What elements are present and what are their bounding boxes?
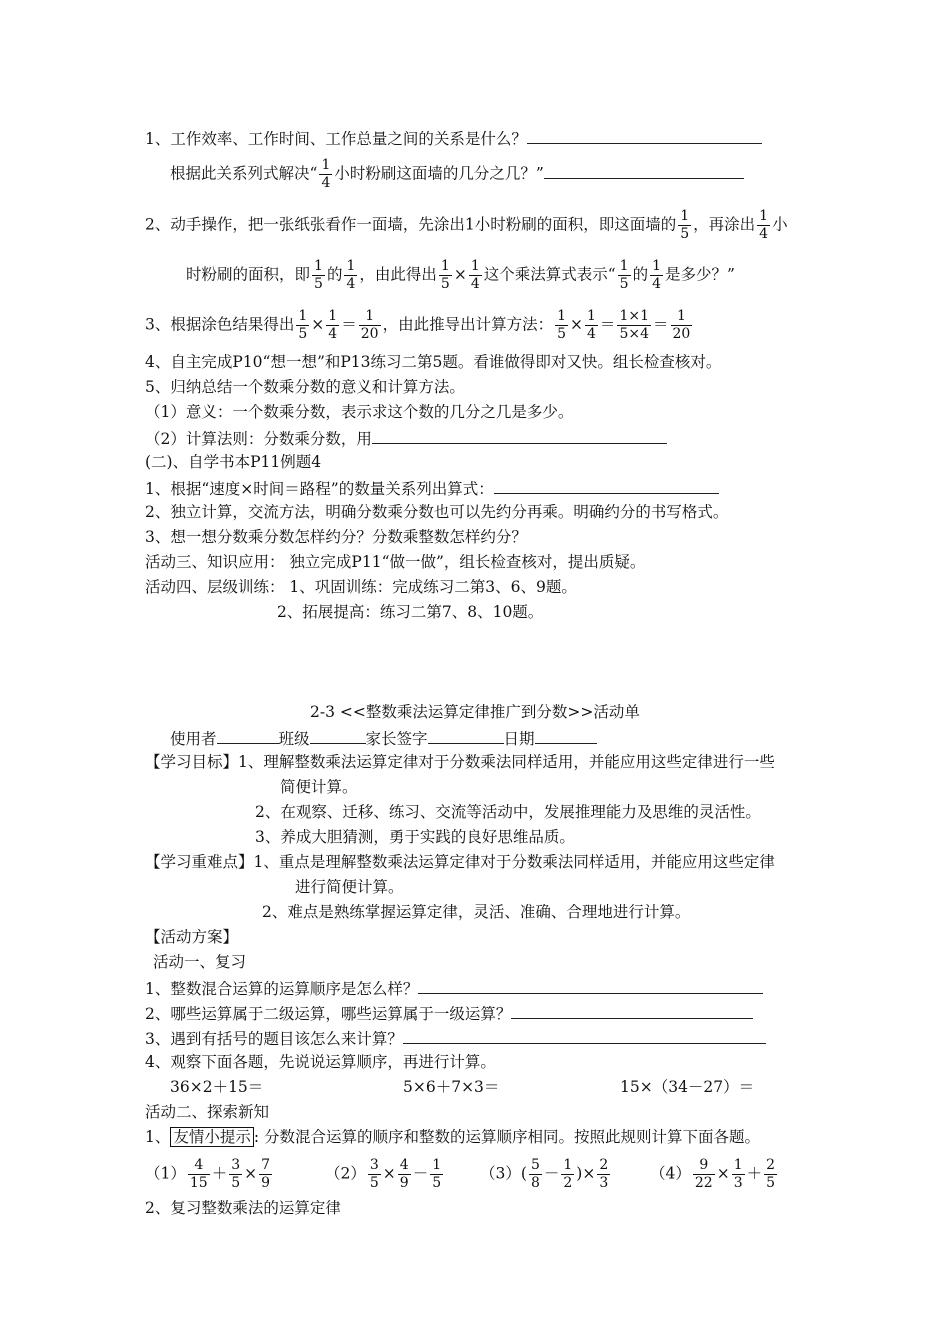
q3-b: ，由此推导出计算方法： — [382, 315, 554, 334]
q1-answer-blank[interactable] — [527, 127, 762, 144]
problem-3 — [480, 1157, 612, 1192]
times-sign: × — [570, 315, 583, 334]
s1-text: 1、根据“速度×时间＝路程”的数量关系列出算式： — [145, 480, 494, 498]
expr-2: 5×6＋7×3＝ — [403, 1078, 500, 1096]
info-row — [170, 727, 597, 749]
act4b-line: 2、拓展提高：练习二第7、8、10题。 — [277, 603, 544, 621]
r2-text: 2、哪些运算属于二级运算，哪些运算属于一级运算？ — [145, 1005, 512, 1023]
fraction: $\frac{4}{9}$ — [399, 1157, 409, 1191]
page-title: 2-3 <<整数乘法运算定律推广到分数>>活动单 — [310, 703, 640, 721]
user-label: 使用者 — [170, 730, 217, 748]
fraction-quarter: $\frac{1}{4}$ — [328, 308, 338, 342]
fraction: $\frac{1}{3}$ — [733, 1157, 743, 1191]
goal-label: 【学习目标】 — [145, 753, 239, 771]
s3-line: 3、想一想分数乘分数怎样约分？分数乘整数怎样约分？ — [145, 528, 527, 546]
times-sign: × — [382, 1164, 396, 1183]
q3-line — [145, 308, 694, 343]
minus-sign: － — [412, 1164, 429, 1183]
act2-heading: 活动二、探索新知 — [145, 1103, 270, 1121]
key-line1b: 进行简便计算。 — [295, 878, 404, 896]
q1b-text-b: 小时粉刷这面墙的几分之几？” — [334, 164, 544, 183]
r1-text: 1、整数混合运算的运算顺序是怎么样？ — [145, 980, 419, 998]
key-label: 【学习重难点】 — [145, 853, 254, 871]
q2-text-c: 小 — [772, 215, 788, 234]
fraction-twentieth: $\frac{1}{20}$ — [672, 308, 691, 342]
fraction: $\frac{2}{3}$ — [599, 1157, 609, 1191]
problem-1 — [145, 1157, 274, 1192]
parent-field[interactable] — [428, 727, 504, 744]
times-sign: × — [582, 1164, 596, 1183]
act3-line: 活动三、知识应用： 独立完成P11“做一做”，组长检查核对，提出质疑。 — [145, 553, 646, 571]
fraction-quarter: $\frac{1}{4}$ — [652, 258, 662, 292]
fraction-quarter: $\frac{1}{4}$ — [321, 157, 331, 191]
fraction-quarter: $\frac{1}{4}$ — [346, 258, 356, 292]
q1b-line — [170, 157, 744, 192]
plus-sign: ＋ — [211, 1164, 228, 1183]
goal-line1 — [145, 752, 775, 772]
goal-line2: 2、在观察、迁移、练习、交流等活动中，发展推理能力及思维的灵活性。 — [255, 803, 761, 821]
q5-line: 5、归纳总结一个数乘分数的意义和计算方法。 — [145, 378, 465, 396]
fraction: $\frac{3}{5}$ — [231, 1157, 241, 1191]
r3-line — [145, 1027, 766, 1049]
n1-line — [145, 1127, 760, 1147]
times-sign: × — [716, 1164, 730, 1183]
left-paren: ( — [520, 1164, 527, 1183]
q3-a: 3、根据涂色结果得出 — [145, 315, 295, 334]
r3-answer-blank[interactable] — [403, 1027, 766, 1044]
user-field[interactable] — [217, 727, 279, 744]
act1-heading: 活动一、复习 — [153, 953, 247, 971]
minus-sign: － — [543, 1164, 560, 1183]
q5-2-line — [145, 427, 667, 449]
r4-line: 4、观察下面各题，先说说运算顺序，再进行计算。 — [145, 1053, 496, 1071]
q1b-answer-blank[interactable] — [544, 162, 744, 179]
r2-answer-blank[interactable] — [511, 1002, 753, 1019]
fraction: $\frac{1}{2}$ — [563, 1157, 573, 1191]
fraction-quarter: $\frac{1}{4}$ — [470, 258, 480, 292]
equals-sign: ＝ — [341, 315, 357, 334]
q2-line — [145, 208, 788, 243]
fraction: $\frac{3}{5}$ — [369, 1157, 379, 1191]
q2-text-b: ，再涂出 — [693, 215, 756, 234]
s2-line: 2、独立计算，交流方法，明确分数乘分数也可以先约分再乘。明确约分的书写格式。 — [145, 503, 729, 521]
r1-line — [145, 977, 763, 999]
sec2-heading: (二)、自学书本P11例题4 — [145, 453, 322, 471]
key1-text: 1、重点是理解整数乘法运算定律对于分数乘法同样适用，并能应用这些定律 — [253, 853, 775, 871]
key-line1 — [145, 852, 775, 872]
fraction-fifth: $\frac{1}{5}$ — [557, 308, 566, 342]
q1-line — [145, 127, 762, 149]
times-sign: × — [453, 265, 467, 284]
right-paren: ) — [576, 1164, 583, 1183]
plus-sign: ＋ — [746, 1164, 763, 1183]
friendly-tip-box: 友情小提示 — [170, 1127, 254, 1147]
problem-2 — [325, 1157, 445, 1192]
q5-1-line: （1）意义：一个数乘分数，表示求这个数的几分之几是多少。 — [145, 403, 574, 421]
q2-text-a: 2、动手操作，把一张纸张看作一面墙，先涂出1小时粉刷的面积，即这面墙的 — [145, 215, 677, 234]
q1b-text-a: 根据此关系列式解决“ — [170, 164, 318, 183]
problem-4-label: （4） — [650, 1164, 691, 1183]
expr-1: 36×2＋15＝ — [170, 1078, 264, 1096]
times-sign: × — [311, 315, 325, 334]
problem-2-label: （2） — [325, 1164, 366, 1183]
fraction-fifth: $\frac{1}{5}$ — [619, 258, 629, 292]
fraction: $\frac{4}{15}$ — [189, 1157, 208, 1191]
q2l2-a: 时粉刷的面积，即 — [186, 265, 311, 284]
goal-line3: 3、养成大胆猜测，勇于实践的良好思维品质。 — [255, 828, 575, 846]
plan-heading: 【活动方案】 — [145, 928, 239, 946]
problem-4 — [650, 1157, 779, 1192]
fraction-fifth: $\frac{1}{5}$ — [298, 308, 308, 342]
expr-3: 15×（34－27）＝ — [620, 1078, 755, 1096]
fraction-fifth: $\frac{1}{5}$ — [314, 258, 323, 292]
fraction-quarter: $\frac{1}{4}$ — [759, 208, 769, 242]
n1-number: 1、 — [145, 1128, 171, 1146]
equals-sign: ＝ — [652, 315, 669, 334]
n1-text: : 分数混合运算的顺序和整数的运算顺序相同。按照此规则计算下面各题。 — [253, 1128, 761, 1146]
fraction-fifth: $\frac{1}{5}$ — [680, 208, 690, 242]
fraction: $\frac{7}{9}$ — [261, 1157, 271, 1191]
rule-answer-blank[interactable] — [372, 427, 667, 444]
r3-text: 3、遇到有括号的题目该怎么来计算？ — [145, 1030, 403, 1048]
date-label: 日期 — [503, 730, 535, 748]
q2l2-e: 的 — [632, 265, 649, 284]
class-label: 班级 — [278, 730, 310, 748]
q5-2-text: （2）计算法则：分数乘分数，用 — [145, 430, 372, 448]
fraction: $\frac{9}{22}$ — [694, 1157, 713, 1191]
fraction: $\frac{1}{5}$ — [432, 1157, 442, 1191]
goal1-text: 1、理解整数乘法运算定律对于分数乘法同样适用，并能应用这些定律进行一些 — [238, 753, 775, 771]
key-line2: 2、难点是熟练掌握运算定律，灵活、准确、合理地进行计算。 — [262, 903, 691, 921]
q2l2-d: 这个乘法算式表示“ — [483, 265, 616, 284]
date-field[interactable] — [535, 727, 597, 744]
q2l2-b: 的 — [326, 265, 343, 284]
q2l2-c: ，由此得出 — [359, 265, 437, 284]
s1-answer-blank[interactable] — [494, 477, 719, 494]
q2-line2 — [186, 258, 735, 293]
fraction: $\frac{5}{8}$ — [530, 1157, 540, 1191]
equals-sign: ＝ — [599, 315, 616, 334]
fraction-product: $\frac{1\times 1}{5\times 4}$ — [619, 308, 649, 342]
r2-line — [145, 1002, 753, 1024]
class-field[interactable] — [310, 727, 366, 744]
times-sign: × — [244, 1164, 258, 1183]
problem-3-label: （3） — [480, 1164, 521, 1183]
act4-line: 活动四、层级训练： 1、巩固训练：完成练习二第3、6、9题。 — [145, 578, 577, 596]
n2-line: 2、复习整数乘法的运算定律 — [145, 1199, 341, 1217]
fraction-quarter: $\frac{1}{4}$ — [587, 308, 596, 342]
parent-label: 家长签字 — [365, 730, 428, 748]
r1-answer-blank[interactable] — [418, 977, 763, 994]
goal-line1b: 简便计算。 — [280, 778, 358, 796]
q2l2-f: 是多少？” — [665, 265, 735, 284]
fraction: $\frac{2}{5}$ — [766, 1157, 776, 1191]
fraction-fifth: $\frac{1}{5}$ — [440, 258, 450, 292]
q1-text: 1、工作效率、工作时间、工作总量之间的关系是什么？ — [145, 130, 527, 148]
problem-1-label: （1） — [145, 1164, 186, 1183]
q4-line: 4、自主完成P10“想一想”和P13练习二第5题。看谁做得即对又快。组长检查核对。 — [145, 353, 722, 371]
fraction-twentieth: $\frac{1}{20}$ — [360, 308, 379, 342]
s1-line — [145, 477, 719, 499]
